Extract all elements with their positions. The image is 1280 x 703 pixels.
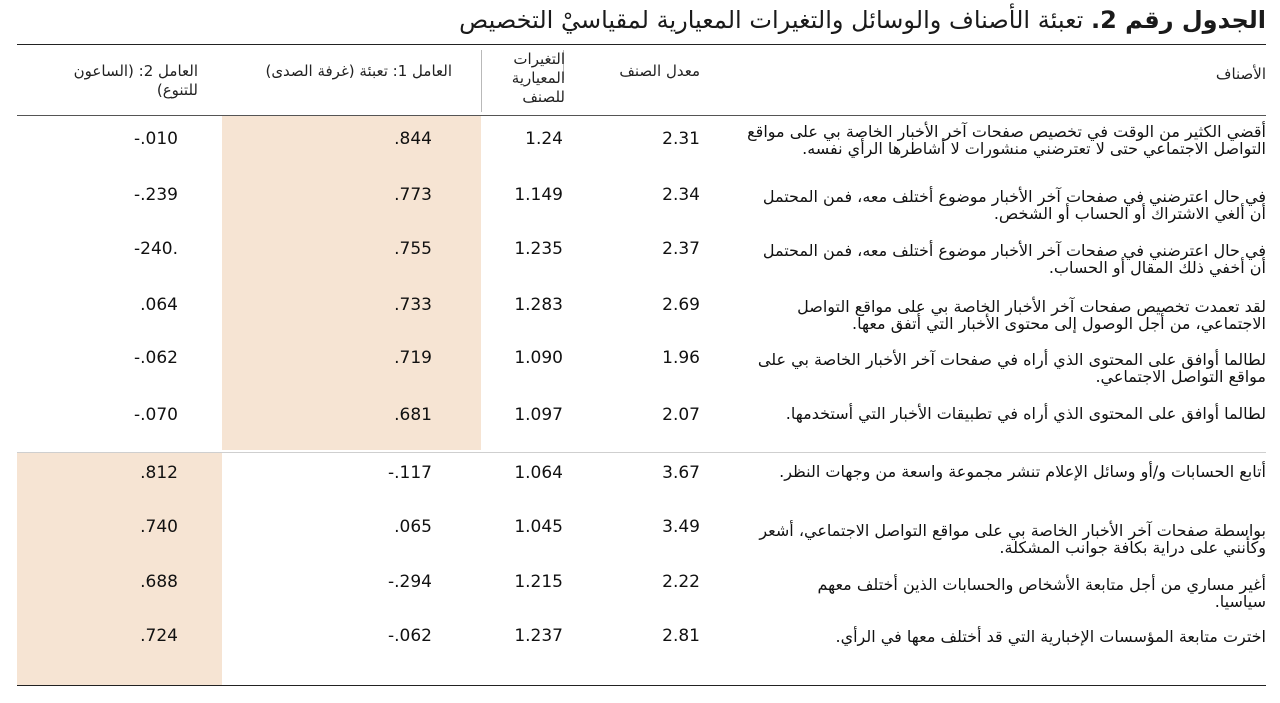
- item-mean: 2.69: [662, 295, 700, 315]
- item-sd: 1.24: [525, 129, 563, 149]
- item-sd: 1.149: [514, 185, 563, 205]
- item-factor2: .740: [140, 517, 178, 537]
- item-factor1: .733: [394, 295, 432, 315]
- item-factor2: .064: [140, 295, 178, 315]
- item-sd: 1.064: [514, 463, 563, 483]
- header-sd: التغيرات المعيارية للصنف: [511, 50, 565, 106]
- top-rule: [17, 44, 1266, 45]
- item-factor1: .065: [394, 517, 432, 537]
- header-divider-sd: [481, 50, 482, 112]
- item-text: لقد تعمدت تخصيص صفحات آخر الأخبار الخاصة بي على مواقع التواصل الاجتماعي، من أجل الوصول إلى محتوى الأخبار التي أتفق معها.: [797, 297, 1266, 333]
- item-text: لطالما أوافق على المحتوى الذي أراه في تطبيقات الأخبار التي أستخدمها.: [785, 404, 1266, 423]
- item-factor1: .773: [394, 185, 432, 205]
- item-factor2: -.070: [134, 405, 178, 425]
- item-factor2: -240.: [134, 239, 178, 259]
- header-items: الأصناف: [1215, 65, 1266, 83]
- item-factor2: .688: [140, 572, 178, 592]
- item-factor2: -.010: [134, 129, 178, 149]
- item-text: أقضي الكثير من الوقت في تخصيص صفحات آخر الأخبار الخاصة بي على مواقع التواصل الاجتماعي حتى لا تعترضني منشورات لا أشاطرها الرأي نفسه.: [747, 122, 1266, 158]
- item-sd: 1.283: [514, 295, 563, 315]
- item-sd: 1.237: [514, 626, 563, 646]
- item-factor1: -.294: [388, 572, 432, 592]
- factor2-highlight: [17, 453, 222, 685]
- item-mean: 2.31: [662, 129, 700, 149]
- item-factor2: -.062: [134, 348, 178, 368]
- factor-group-divider: [17, 452, 1266, 453]
- item-sd: 1.097: [514, 405, 563, 425]
- header-mean: معدل الصنف: [619, 62, 700, 80]
- item-factor2: -.239: [134, 185, 178, 205]
- item-factor1: -.062: [388, 626, 432, 646]
- item-factor2: .724: [140, 626, 178, 646]
- item-factor1: .681: [394, 405, 432, 425]
- table-title-text: تعبئة الأصناف والوسائل والتغيرات المعيارية لمقياسيْ التخصيص: [459, 6, 1091, 34]
- table-title-number: الجدول رقم 2.: [1090, 6, 1266, 34]
- item-sd: 1.215: [514, 572, 563, 592]
- item-text: اخترت متابعة المؤسسات الإخبارية التي قد أختلف معها في الرأي.: [835, 627, 1266, 646]
- header-factor2: العامل 2: (الساعون للتنوع): [73, 62, 198, 99]
- item-sd: 1.090: [514, 348, 563, 368]
- item-text: في حال اعترضني في صفحات آخر الأخبار موضوع أختلف معه، فمن المحتمل أن ألغي الاشتراك أو الحساب أو الشخص.: [762, 187, 1266, 223]
- item-sd: 1.235: [514, 239, 563, 259]
- item-mean: 2.22: [662, 572, 700, 592]
- item-factor2: .812: [140, 463, 178, 483]
- item-sd: 1.045: [514, 517, 563, 537]
- bottom-rule: [17, 685, 1266, 686]
- header-rule: [17, 115, 1266, 116]
- item-text: أتابع الحسابات و/أو وسائل الإعلام تنشر مجموعة واسعة من وجهات النظر.: [779, 462, 1266, 481]
- item-mean: 3.49: [662, 517, 700, 537]
- item-factor1: .755: [394, 239, 432, 259]
- item-factor1: -.117: [388, 463, 432, 483]
- item-factor1: .844: [394, 129, 432, 149]
- item-text: في حال اعترضني في صفحات آخر الأخبار موضوع أختلف معه، فمن المحتمل أن أخفي ذلك المقال أو الحساب.: [762, 241, 1266, 277]
- item-mean: 1.96: [662, 348, 700, 368]
- item-mean: 2.37: [662, 239, 700, 259]
- item-text: أغير مساري من أجل متابعة الأشخاص والحسابات الذين أختلف معهم سياسيا.: [817, 575, 1266, 611]
- item-factor1: .719: [394, 348, 432, 368]
- item-mean: 3.67: [662, 463, 700, 483]
- header-factor1: العامل 1: تعبئة (غرفة الصدى): [265, 62, 452, 80]
- item-text: لطالما أوافق على المحتوى الذي أراه في صفحات آخر الأخبار الخاصة بي على مواقع التواصل الاجتماعي.: [757, 350, 1266, 386]
- item-mean: 2.07: [662, 405, 700, 425]
- table-title: [459, 6, 1266, 34]
- item-mean: 2.81: [662, 626, 700, 646]
- factor1-highlight: [222, 116, 481, 450]
- item-text: بواسطة صفحات آخر الأخبار الخاصة بي على مواقع التواصل الاجتماعي، أشعر وكأنني على دراية بكافة جوانب المشكلة.: [759, 521, 1266, 557]
- item-mean: 2.34: [662, 185, 700, 205]
